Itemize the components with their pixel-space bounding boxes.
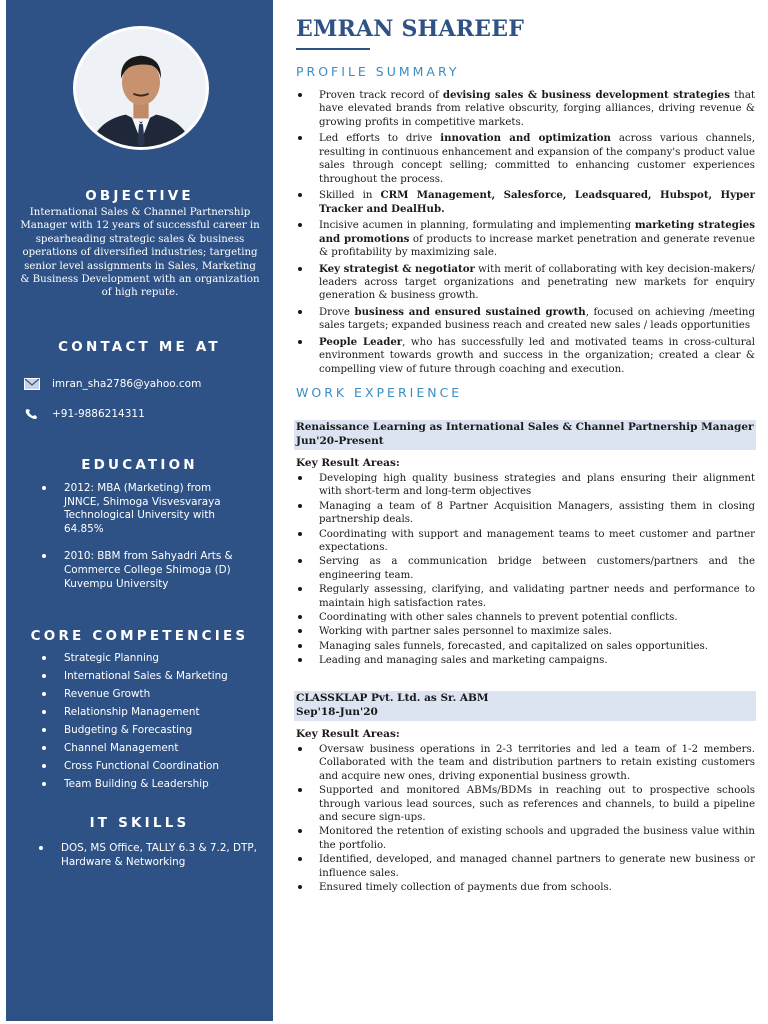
profile-summary-item: Skilled in CRM Management, Salesforce, Leadsquared, Hubspot, Hyper Tracker and DealHub. (319, 189, 755, 215)
responsibility-item: Supported and monitored ABMs/BDMs in reaching out to prospective schools through various lead sources, such as references and channels, to build a pipeline and secure sign-ups. (319, 785, 755, 824)
profile-summary-list (319, 89, 755, 379)
profile-photo-icon (76, 29, 206, 147)
competency-item: Team Building & Leadership (64, 778, 264, 792)
envelope-icon (24, 378, 40, 390)
objective-heading: OBJECTIVE (85, 188, 194, 204)
key-result-areas-label: Key Result Areas: (296, 457, 400, 469)
profile-summary-item: People Leader, who has successfully led and motivated teams in cross-cultural environment towards growth and success in the organization; created a clear & compelling view of future through coaching and execution. (319, 336, 755, 375)
responsibility-item: Managing a team of 8 Partner Acquisition Managers, assisting them in closing partnership deals. (319, 500, 755, 526)
name-underline (296, 48, 370, 50)
competencies-heading: CORE COMPETENCIES (30, 628, 249, 644)
responsibility-item: Identified, developed, and managed channel partners to generate new business or influence sales. (319, 854, 755, 879)
responsibility-item: Working with partner sales personnel to maximize sales. (319, 625, 755, 638)
profile-summary-item: Key strategist & negotiator with merit of collaborating with key decision-makers/ leaders across target organizations and penetrating new markets for enquiry generation & business growth. (319, 262, 755, 302)
contact-email[interactable]: imran_sha2786@yahoo.com (52, 378, 202, 390)
responsibility-item: Ensured timely collection of payments due from schools. (319, 881, 755, 894)
it-skills-list (61, 842, 266, 869)
responsibility-item: Regularly assessing, clarifying, and validating partner needs and performance to maintain high satisfaction rates. (319, 584, 755, 609)
competency-item: Cross Functional Coordination (64, 760, 264, 774)
job-responsibilities-list (319, 743, 755, 895)
phone-icon (24, 408, 40, 420)
contact-phone[interactable]: +91-9886214311 (52, 408, 145, 420)
job-title: CLASSKLAP Pvt. Ltd. as Sr. ABM (296, 692, 489, 704)
responsibility-item: Managing sales funnels, forecasted, and capitalized on sales opportunities. (319, 640, 755, 653)
candidate-name: EMRAN SHAREEF (296, 16, 525, 42)
profile-summary-item: Drove business and ensured sustained growth, focused on achieving /meeting sales targets; expanded business reach and created new sales / leads opportunities (319, 306, 755, 332)
contact-email-row[interactable] (24, 378, 201, 390)
responsibility-item: Developing high quality business strategies and plans ensuring their alignment with short-term and long-term objectives (319, 473, 755, 498)
responsibility-item: Coordinating with support and management teams to meet customer and partner expectations. (319, 528, 755, 554)
education-item: 2012: MBA (Marketing) from JNNCE, Shimoga Visvesvaraya Technological University with 64.85% (64, 482, 244, 536)
competency-item: Strategic Planning (64, 652, 264, 666)
profile-summary-item: Led efforts to drive innovation and optimization across various channels, resulting in continuous enhancement and expansion of the company's product value sales through concept selling; committed to enhancing customer experiences throughout the process. (319, 132, 755, 185)
job-title: Renaissance Learning as International Sales & Channel Partnership Manager (296, 421, 754, 433)
contact-phone-row[interactable] (24, 408, 145, 420)
avatar (73, 26, 209, 150)
education-list (64, 482, 244, 605)
responsibility-item: Monitored the retention of existing schools and upgraded the business value within the portfolio. (319, 826, 755, 851)
education-item: 2010: BBM from Sahyadri Arts & Commerce College Shimoga (D) Kuvempu University (64, 550, 244, 591)
job-dates: Sep'18-Jun'20 (296, 705, 378, 718)
key-result-areas-label: Key Result Areas: (296, 728, 400, 740)
competency-item: Channel Management (64, 742, 264, 756)
job-header (294, 420, 756, 450)
competency-item: Budgeting & Forecasting (64, 724, 264, 738)
sidebar (6, 0, 273, 1021)
competency-item: Relationship Management (64, 706, 264, 720)
competency-item: Revenue Growth (64, 688, 264, 702)
profile-summary-item: Proven track record of devising sales & business development strategies that have elevated brands from relative obscurity, forging alliances, driving revenue & growing profits in competitive markets. (319, 89, 756, 128)
it-skills-heading: IT SKILLS (89, 815, 190, 831)
contact-heading: CONTACT ME AT (58, 339, 221, 355)
competencies-list (64, 652, 264, 796)
job-header (294, 691, 756, 721)
work-experience-heading: WORK EXPERIENCE (296, 385, 463, 400)
it-skill-item: DOS, MS Office, TALLY 6.3 & 7.2, DTP, Hardware & Networking (61, 842, 266, 869)
job-responsibilities-list (319, 472, 755, 669)
responsibility-item: Leading and managing sales and marketing campaigns. (319, 654, 755, 667)
responsibility-item: Serving as a communication bridge between customers/partners and the engineering team. (319, 556, 755, 581)
competency-item: International Sales & Marketing (64, 670, 264, 684)
objective-text: International Sales & Channel Partnership Manager with 12 years of successful career in spearheading strategic sales & business operations of diversified industries; targeting senior level assignments in Sales, Marketing & Business Development with an organization of high repute. (20, 207, 260, 299)
job-dates: Jun'20-Present (296, 434, 384, 447)
responsibility-item: Coordinating with other sales channels to prevent potential conflicts. (319, 611, 755, 624)
profile-summary-heading: PROFILE SUMMARY (296, 64, 460, 79)
responsibility-item: Oversaw business operations in 2-3 territories and led a team of 1-2 members. Collaborated with the team and distribution partners to retain existing customers and acquire new ones, driving exponential business growth. (319, 744, 755, 782)
profile-summary-item: Incisive acumen in planning, formulating and implementing marketing strategies and promotions of products to increase market penetration and generate revenue & profitability by maximizing sale. (319, 219, 755, 259)
education-heading: EDUCATION (81, 457, 198, 473)
